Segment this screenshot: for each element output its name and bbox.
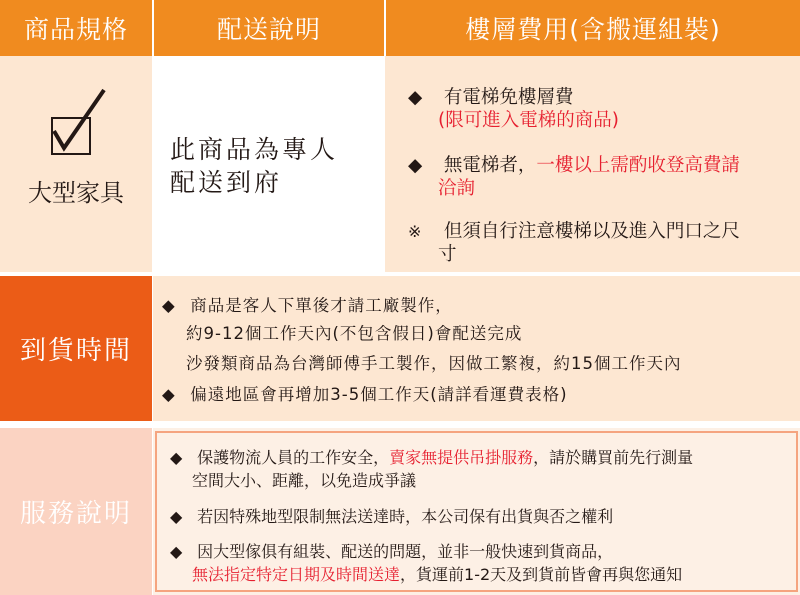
- service-item-2: [170, 506, 613, 527]
- service-text: 空間大小、距離，以免造成爭議: [192, 471, 417, 490]
- floor-item-1: [408, 86, 573, 109]
- service-text: ，請於購買前先行測量: [533, 448, 694, 467]
- floor-item-text: 無電梯者，: [443, 155, 537, 176]
- service-text-red: 賣家無提供吊掛服務: [389, 448, 534, 467]
- delivery-text: [170, 133, 338, 199]
- service-item-3: [170, 541, 613, 562]
- diamond-bullet-icon: ◆: [170, 507, 183, 526]
- diamond-bullet-icon: ◆: [162, 385, 176, 404]
- arrival-text: 偏遠地區會再增加3-5個工作天(請詳看運費表格): [190, 385, 568, 404]
- arrival-item-1: [162, 296, 453, 316]
- diamond-bullet-icon: ◆: [170, 448, 183, 467]
- header-floor-fee: 樓層費用(含搬運組裝): [386, 0, 800, 56]
- arrival-title: 到貨時間: [19, 336, 132, 366]
- service-text: 保護物流人員的工作安全，: [197, 448, 390, 467]
- floor-item-note: (限可進入電梯的商品): [438, 110, 619, 131]
- service-text: ，貨運前1-2天及到貨前皆會再與您通知: [400, 565, 683, 584]
- floor-item-3: [408, 220, 740, 243]
- service-item-3-cont: [192, 564, 682, 585]
- reference-mark-icon: ※: [408, 222, 422, 241]
- delivery-line: 此商品為專人: [170, 135, 339, 164]
- arrival-text: 沙發類商品為台灣師傅手工製作，因做工繁複，約15個工作天內: [186, 354, 682, 373]
- arrival-text: 商品是客人下單後才請工廠製作，: [190, 296, 453, 315]
- arrival-text: 約9-12個工作天內(不包含假日)會配送完成: [186, 324, 523, 343]
- service-text: 因大型傢俱有組裝、配送的問題，並非一般快速到貨商品，: [197, 542, 614, 561]
- service-text-red: 無法指定特定日期及時間送達: [192, 565, 401, 584]
- header-spec: 商品規格: [0, 0, 152, 56]
- diamond-bullet-icon: ◆: [408, 87, 423, 108]
- arrival-item-2: [162, 385, 568, 405]
- floor-item-text-cont: 寸: [438, 244, 457, 265]
- checkmark-icon: [40, 88, 110, 158]
- service-item-1: [170, 447, 693, 468]
- delivery-line: 配送到府: [170, 168, 283, 197]
- floor-item-red-cont: 洽詢: [438, 178, 476, 199]
- header-delivery: 配送說明: [154, 0, 384, 56]
- diamond-bullet-icon: ◆: [408, 155, 423, 176]
- diamond-bullet-icon: ◆: [162, 296, 176, 315]
- spec-label: 大型家具: [28, 179, 124, 207]
- floor-item-text: 有電梯免樓層費: [443, 87, 574, 108]
- floor-item-red: 一樓以上需酌收登高費請: [536, 155, 740, 176]
- floor-item-text: 但須自行注意樓梯以及進入門口之尺: [443, 221, 740, 242]
- service-text: 若因特殊地型限制無法送達時，本公司保有出貨與否之權利: [197, 507, 614, 526]
- diamond-bullet-icon: ◆: [170, 542, 183, 561]
- floor-item-2: [408, 154, 740, 177]
- service-title: 服務說明: [19, 499, 132, 529]
